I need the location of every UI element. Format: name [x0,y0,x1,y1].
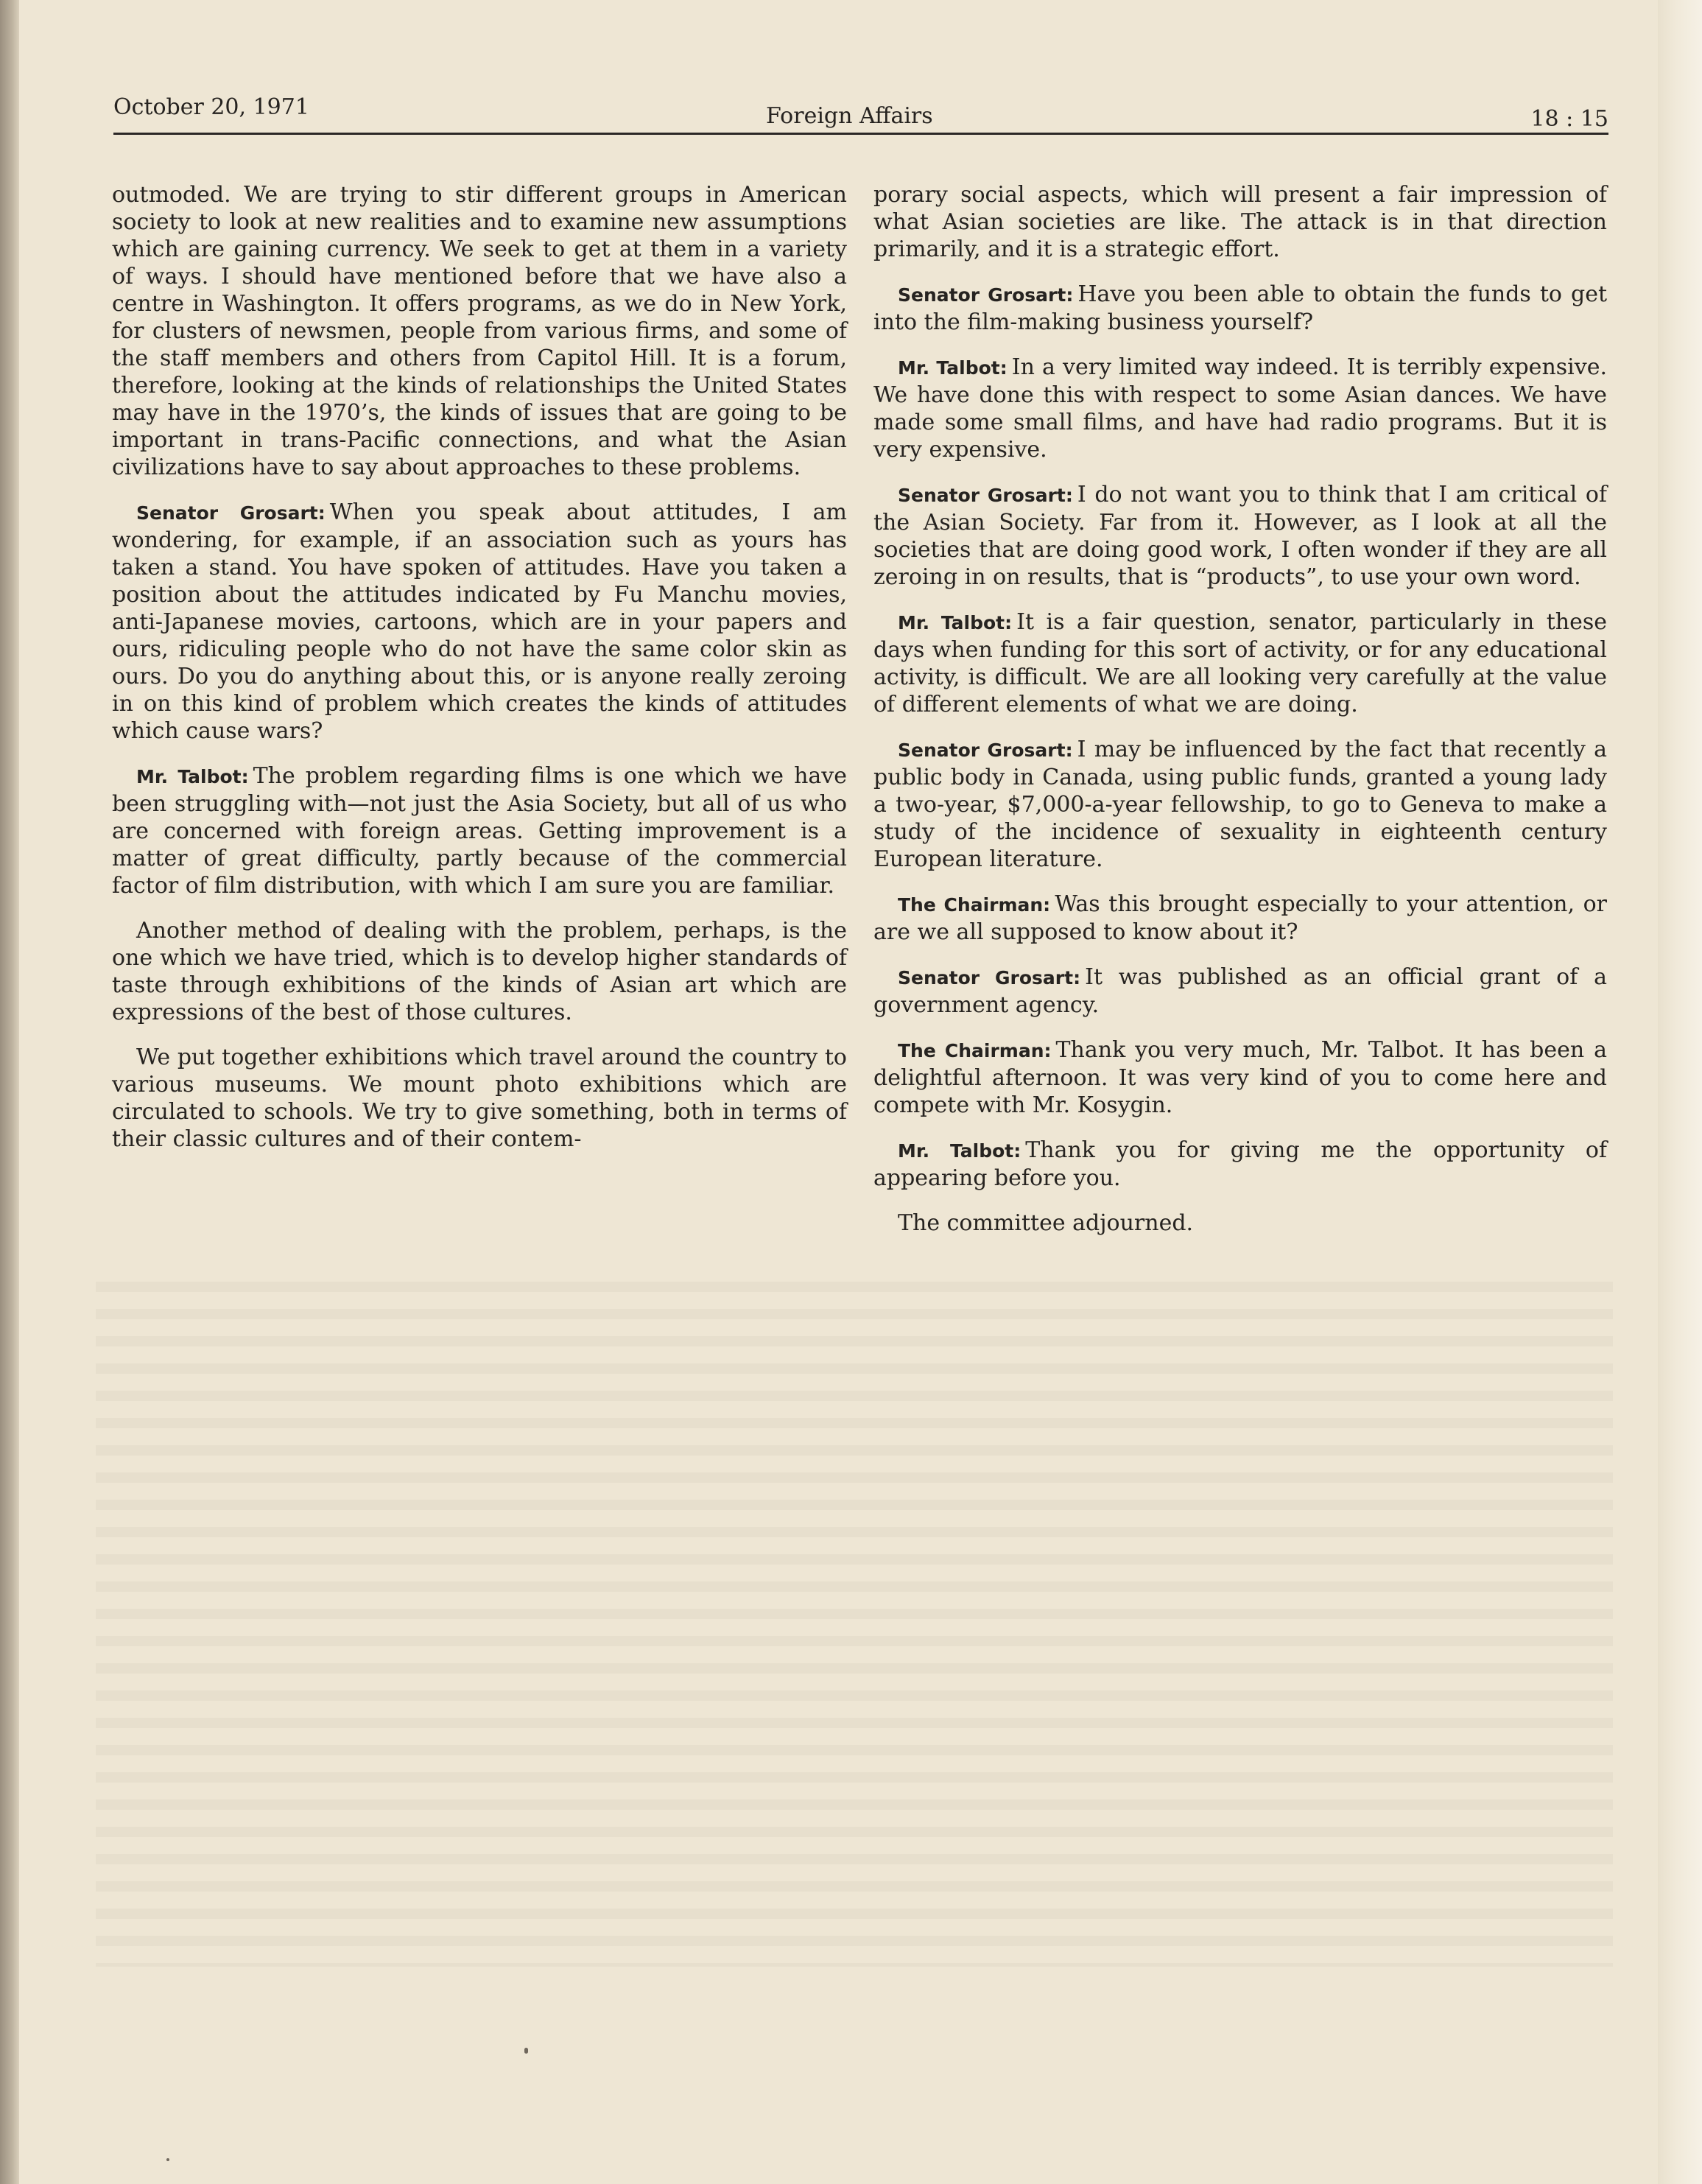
speaker-name: Senator Grosart: [898,485,1073,506]
paragraph-text: Another method of dealing with the problem, perhaps, is the one which we have tried, which is to develop higher standards of taste through exhibitions of the kinds of Asian art which are expressions of the best of those cultures. [112,918,847,1025]
paragraph [873,181,1607,263]
speaker-name: Senator Grosart: [898,284,1074,306]
paragraph [112,917,847,1026]
paragraph [873,736,1607,873]
speaker-name: The Chairman: [898,1040,1052,1061]
paragraph-text: I do not want you to think that I am critical of the Asian Society. Far from it. However, as I look at all the societies that are doing good work, I often wonder if they are all zeroing in on results, that is “products”, to use your own word. [873,482,1607,590]
paragraph-text: The problem regarding films is one which we have been struggling with—not just the Asia Society, but all of us who are concerned with foreign areas. Getting improvement is a matter of great difficulty, partly because of the commercial factor of film distribution, with which I am sure you are familiar. [112,763,847,899]
header-rule [113,133,1608,135]
paragraph [112,762,847,899]
header-journal-title: Foreign Affairs [766,103,933,129]
ink-speck [166,2158,169,2161]
paragraph-text: porary social aspects, which will present a fair impression of what Asian societies are like. The attack is in that direction primarily, and it is a strategic effort. [873,182,1607,262]
paragraph [873,891,1607,946]
paragraph [873,963,1607,1019]
paragraph-text: Was this brought especially to your attention, or are we all supposed to know about it? [873,891,1607,945]
paragraph-text: outmoded. We are trying to stir different groups in American society to look at new realities and to examine new assumptions which are gaining currency. We seek to get at them in a variety of ways. I should have mentioned before that we have also a centre in Washington. It offers programs, as we do in New York, for clusters of newsmen, people from various firms, and some of the staff members and others from Capitol Hill. It is a forum, therefore, looking at the kinds of relationships the United States may have in the 1970’s, the kinds of issues that are going to be important in trans-Pacific connections, and what the Asian civilizations have to say about approaches to these problems. [112,182,847,480]
paragraph-text: It is a fair question, senator, particularly in these days when funding for this sort of activity, or for any educational activity, is difficult. We are all looking very carefully at the value of different elements of what we are doing. [873,609,1608,717]
paragraph [112,1044,847,1153]
right-column [873,181,1607,1254]
paragraph-text: I may be influenced by the fact that recently a public body in Canada, using public funds, granted a young lady a two-year, $7,000-a-year fellowship, to go to Geneva to make a study of the incidence of sexuality in eighteenth century European literature. [873,737,1608,872]
speaker-name: Mr. Talbot: [136,766,249,787]
speaker-name: Mr. Talbot: [898,1140,1021,1162]
paragraph-text: Thank you for giving me the opportunity of appearing before you. [873,1137,1607,1191]
paragraph [112,181,847,481]
paragraph-text: The committee adjourned. [898,1210,1194,1236]
paragraph [873,354,1607,463]
running-header [113,94,1608,133]
paragraph-text: We put together exhibitions which travel around the country to various museums. We mount photo exhibitions which are circulated to schools. We try to give something, both in terms of their classic cultures and of their contem- [112,1044,847,1152]
scan-binding-edge [0,0,19,2184]
paragraph [873,481,1607,591]
paragraph [873,281,1607,336]
speaker-name: Senator Grosart: [136,502,326,524]
paragraph-text: When you speak about attitudes, I am wondering, for example, if an association such as yours has taken a stand. You have spoken of attitudes. Have you taken a position about the attitudes indicated by Fu Manchu movies, anti-Japanese movies, cartoons, which are in your papers and ours, ridiculing people who do not have the same color skin as ours. Do you do anything about this, or is anyone really zeroing in on this kind of problem which creates the kinds of attitudes which cause wars? [112,499,847,744]
speaker-name: Mr. Talbot: [898,612,1013,633]
paragraph-text: Thank you very much, Mr. Talbot. It has been a delightful afternoon. It was very kind of you to come here and compete with Mr. Kosygin. [873,1037,1607,1118]
paragraph [873,1137,1607,1192]
scan-page-edge [1658,0,1702,2184]
header-date: October 20, 1971 [113,94,309,120]
ink-speck [524,2048,528,2054]
show-through-text [96,1267,1613,1967]
header-page-number: 18 : 15 [1530,106,1608,132]
paragraph [873,608,1607,718]
speaker-name: The Chairman: [898,894,1051,916]
paragraph [873,1036,1607,1119]
paragraph-text: In a very limited way indeed. It is terribly expensive. We have done this with respect to some Asian dances. We have made some small films, and have had radio programs. But it is very expensive. [873,354,1607,463]
left-column [112,181,847,1170]
speaker-name: Senator Grosart: [898,967,1081,989]
paragraph [112,499,847,745]
speaker-name: Senator Grosart: [898,740,1073,761]
paragraph [873,1209,1607,1237]
paragraph-text: Have you been able to obtain the funds to get into the film-making business yourself? [873,281,1607,335]
speaker-name: Mr. Talbot: [898,357,1008,379]
paragraph-text: It was published as an official grant of a government agency. [873,964,1607,1018]
